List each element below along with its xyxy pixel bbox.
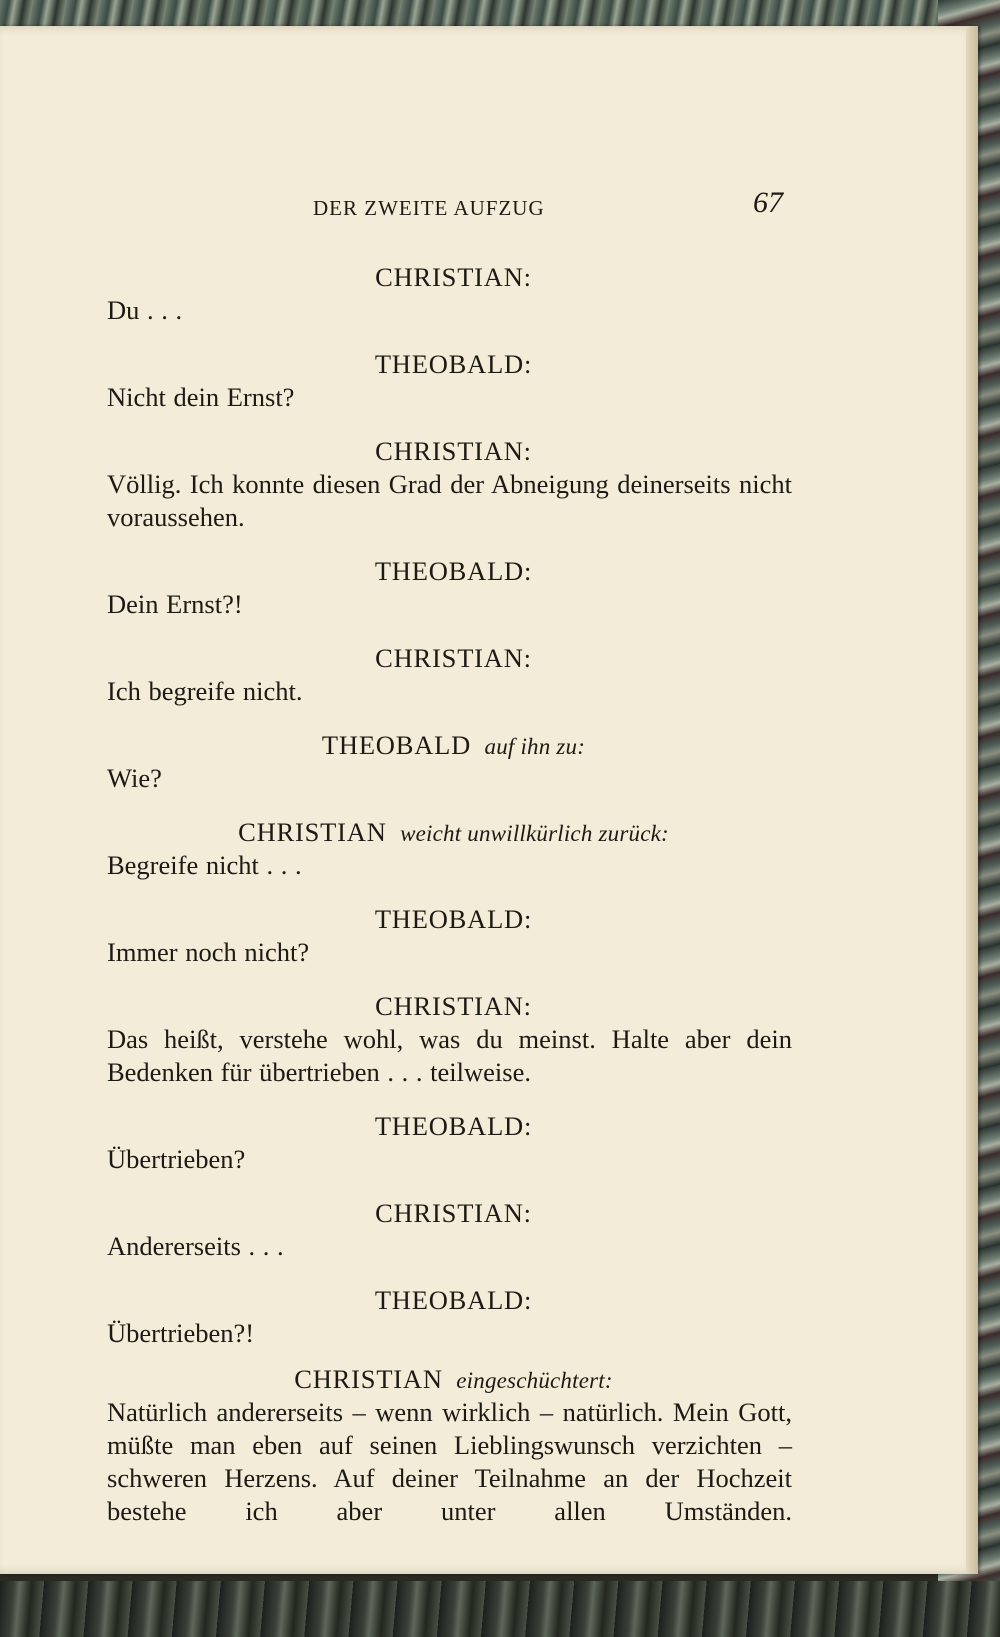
speaker-name: THEOBALD:: [374, 556, 533, 586]
page-edge-shadow: [966, 26, 978, 1574]
speaker-line: [107, 554, 792, 588]
speech-line: Dein Ernst?!: [107, 589, 243, 619]
speaker-name: THEOBALD: [321, 730, 472, 760]
speaker-name: THEOBALD:: [374, 349, 533, 379]
speech-line: Begreife nicht . . .: [107, 850, 302, 880]
speech-line: Du . . .: [107, 295, 183, 325]
speech-line: Übertrieben?: [107, 1144, 246, 1174]
book-cover-bottom-edge: [0, 1581, 1000, 1637]
speaker-line: [107, 434, 792, 468]
speaker-line: [107, 1196, 792, 1230]
running-title: DER ZWEITE AUFZUG: [313, 196, 545, 220]
stage-direction: weicht unwillkürlich zurück:: [400, 821, 669, 846]
speaker-name: THEOBALD:: [374, 1285, 533, 1315]
speaker-line: [107, 989, 792, 1023]
speech-line: Das heißt, verstehe wohl, was du meinst. Halte aber dein Bedenken für übertrieben . . . teilweise.: [107, 1024, 792, 1087]
speech-line: Übertrieben?!: [107, 1318, 255, 1348]
speaker-line: [107, 815, 792, 849]
speaker-name: CHRISTIAN:: [375, 643, 532, 673]
speaker-line: [107, 902, 792, 936]
speaker-name: CHRISTIAN:: [375, 436, 532, 466]
speech-line: Natürlich andererseits – wenn wirklich – natürlich. Mein Gott, müßte man eben auf seinen Lieblingswunsch verzichten – schweren Herzens. Auf deiner Teilnahme an der Hochzeit bestehe ich aber unter allen Umständen.: [107, 1397, 792, 1526]
speech-line: Ich begreife nicht.: [107, 676, 303, 706]
stage-direction: auf ihn zu:: [484, 734, 586, 759]
page-number: 67: [753, 186, 783, 219]
play-text: [107, 259, 792, 1548]
speaker-name: THEOBALD:: [374, 1111, 533, 1141]
speaker-name: CHRISTIAN:: [375, 991, 532, 1021]
speaker-line: [107, 1283, 792, 1317]
speaker-name: CHRISTIAN:: [375, 1198, 532, 1228]
speaker-line: [107, 728, 792, 762]
speaker-name: THEOBALD:: [374, 904, 533, 934]
stage-direction: eingeschüchtert:: [456, 1368, 613, 1393]
speaker-name: CHRISTIAN: [294, 1364, 443, 1394]
speech-line: Nicht dein Ernst?: [107, 382, 295, 412]
book-cover-top-edge: [0, 0, 1000, 28]
speaker-line: [107, 347, 792, 381]
speech-line: Völlig. Ich konnte diesen Grad der Abneigung deinerseits nicht voraussehen.: [107, 469, 792, 532]
speaker-line: [107, 260, 792, 294]
speaker-name: CHRISTIAN: [238, 817, 387, 847]
speaker-name: CHRISTIAN:: [375, 262, 532, 292]
book-page: [0, 26, 978, 1574]
speaker-line: [107, 641, 792, 675]
speaker-line: [107, 1109, 792, 1143]
speech-line: Immer noch nicht?: [107, 937, 310, 967]
speech-line: Andererseits . . .: [107, 1231, 284, 1261]
speaker-line: [107, 1362, 792, 1396]
running-head: [313, 186, 783, 226]
speech-line: Wie?: [107, 763, 162, 793]
